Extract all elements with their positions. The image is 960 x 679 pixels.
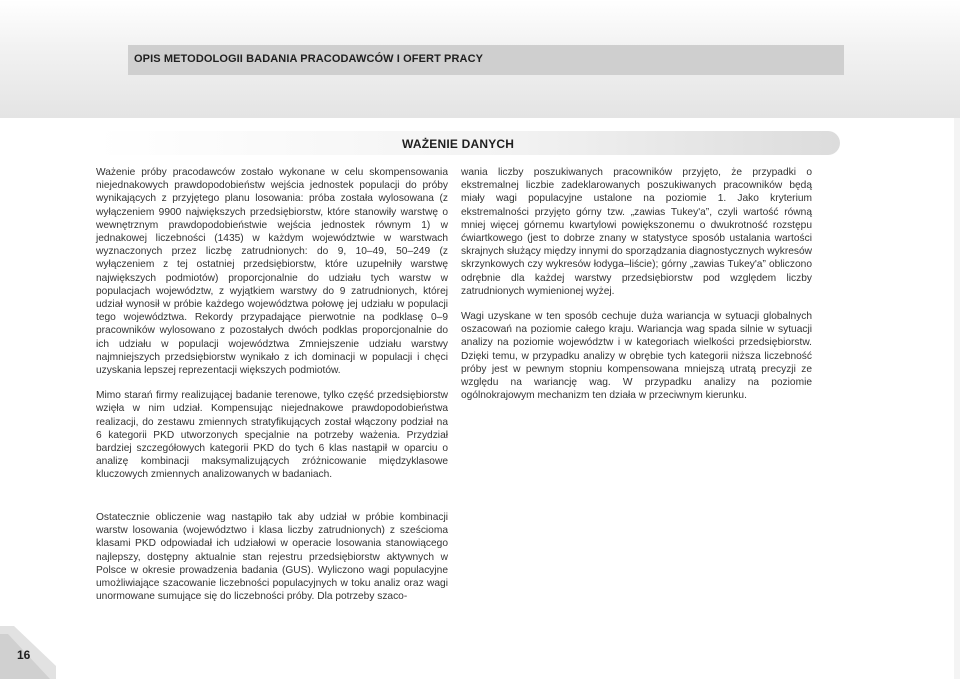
- left-paragraph-3: Ostatecznie obliczenie wag nastąpiło tak aby udział w próbie kombinacji warstw losowania (województwo i klasa liczby zatrudnionych) z sześcioma klasami PKD odpowiadał ich udziałowi w operacie losowania stanowiącego najlepszy, dostępny aktualnie stan rejestru przedsiębiorstw aktywnych w Polsce w okresie prowadzenia badania (GUS). Wyliczono wagi populacyjne umożliwiające szacowanie liczebności populacyjnych w toku analiz oraz wagi unormowane sumujące się do liczebności próby. Dla potrzeby szaco-: [96, 512, 448, 603]
- left-paragraph-1: Ważenie próby pracodawców zostało wykonane w celu skompensowania niejednakowych prawdopodobieństw wejścia jednostek populacji do próby wynikających z przyjętego planu losowania: próba została wylosowana (z wyłączeniem 9900 największych przedsiębiorstw, które stanowiły warstwę o wewnętrznym prawdopodobieństwie wejścia jednostek równym 1) w jednakowej liczebności (1435) w każdym województwie w warstwach wyznaczonych przez liczbę zatrudnionych: do 9, 10–49, 50–249 (z wyłączeniem z tej ostatniej przedsiębiorstw, które uzupełniły warstwę największych podmiotów) proporcjonalnie do udziału tych warstw w populacjach województw, z wyjątkiem warstwy do 9 zatrudnionych, której udział wynosił w próbie każdego województwa połowę jej udziału w populacji tego województwa. Rekordy przypadające pierwotnie na podklasę 0–9 pracowników wylosowano z pozostałych dwóch podklas proporcjonalnie do ich udziału w populacji województwa Zmniejszenie udziału warstwy najmniejszych przedsiębiorstw wynikało z ich dominacji w populacji i chęci uzyskania lepszej reprezentacji większych podmiotów.: [96, 167, 448, 377]
- running-header-title: OPIS METODOLOGII BADANIA PRACODAWCÓW I OFERT PRACY: [134, 53, 484, 65]
- right-column: [461, 166, 812, 414]
- page-edge-shadow: [954, 118, 960, 679]
- right-paragraph-2: Wagi uzyskane w ten sposób cechuje duża wariancja w sytuacji globalnych oszacowań na poziomie całego kraju. Wariancja wag spada silnie w sytuacji analizy na poziomie województw i w kategoriach wielkości przedsiębiorstw. Dzięki temu, w przypadku analizy w obrębie tych kategorii niższa liczebność próby jest w pewnym stopniu kompensowana mniejszą utratą precyzji ze względu na wariancję wag. W przypadku analizy na poziomie ogólnokrajowym mechanizm ten działa w przeciwnym kierunku.: [461, 311, 812, 402]
- right-paragraph-1: wania liczby poszukiwanych pracowników przyjęto, że przypadki o ekstremalnej liczbie zadeklarowanych poszukiwanych pracowników będą miały wagi populacyjne ustalone na poziomie 1. Jako kryterium ekstremalności przyjęto górny tzw. „zawias Tukey'a”, czyli wartość równą mniej więcej górnemu kwartylowi powiększonemu o dwukrotność rozstępu ćwiartkowego (jest to dobrze znany w statystyce sposób ustalania wartości skrajnych służący między innymi do sporządzania diagnostycznych wykresów skrzynkowych czy wykresów łodyga–liście); górny „zawias Tukey'a” obliczono odrębnie dla każdej warstwy przedsiębiorstw pod względem liczby zatrudnionych wymienionej wyżej.: [461, 167, 812, 297]
- left-column-continuation: [96, 511, 448, 603]
- section-heading: WAŻENIE DANYCH: [402, 137, 515, 151]
- left-column: [96, 166, 448, 494]
- page-number: 16: [17, 648, 31, 662]
- left-paragraph-2: Mimo starań firmy realizującej badanie terenowe, tylko część przedsiębiorstw wzięła w nim udział. Kompensując niejednakowe prawdopodobieństwa realizacji, do zestawu zmiennych stratyfikujących został włączony podział na 6 kategorii PKD utworzonych specjalnie na potrzeby ważenia. Przydział bardziej szczegółowych kategorii PKD do tych 6 klas nastąpił w oparciu o analizę kombinacji maksymalizujących zróżnicowanie międzyklasowe kluczowych zmiennych analizowanych w badaniach.: [96, 390, 448, 481]
